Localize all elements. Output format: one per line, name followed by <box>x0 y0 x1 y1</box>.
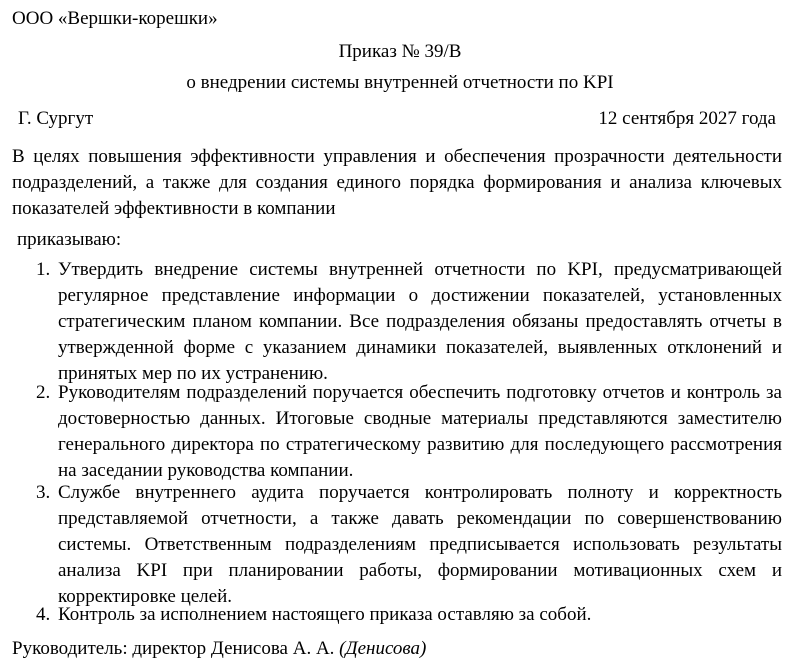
signature-handwritten: (Денисова) <box>339 638 427 659</box>
item-number: 4. <box>36 604 51 625</box>
signature-line <box>12 638 426 660</box>
item-text: Руководителям подразделений поручается обеспечить подготовку отчетов и контроль за достоверностью данных. Итоговые сводные материалы представляются заместителю генерального директора по стратегическому развитию для последующего рассмотрения на заседании руководства компании. <box>58 382 782 481</box>
preamble-paragraph: В целях повышения эффективности управления и обеспечения прозрачности деятельности подразделений, а также для создания единого порядка формирования и анализа ключевых показателей эффективности в компании <box>12 146 782 219</box>
item-number: 1. <box>36 259 51 280</box>
city: Г. Сургут <box>18 108 94 129</box>
item-number: 3. <box>36 482 51 503</box>
item-text: Контроль за исполнением настоящего приказа оставляю за собой. <box>58 604 592 625</box>
item-text: Службе внутреннего аудита поручается контролировать полноту и корректность представляемой отчетности, а также давать рекомендации по совершенствованию системы. Ответственным подразделениям предписывается использовать результаты анализа KPI при планировании работы, формировании мотивационных схем и корректировке целей. <box>58 482 782 607</box>
item-number: 2. <box>36 382 51 403</box>
order-word: приказываю: <box>17 229 122 250</box>
signature-label: Руководитель: директор Денисова А. А. <box>12 638 335 659</box>
order-date: 12 сентября 2027 года <box>598 108 776 129</box>
order-subtitle: о внедрении системы внутренней отчетности по KPI <box>186 72 614 93</box>
organization-name: ООО «Вершки-корешки» <box>12 8 218 29</box>
item-text: Утвердить внедрение системы внутренней отчетности по KPI, предусматривающей регулярное представление информации о достижении показателей, установленных стратегическим планом компании. Все подразделения обязаны предоставлять отчеты в утвержденной форме с указанием динамики показателей, выявленных отклонений и принятых мер по их устранению. <box>58 259 782 384</box>
order-title: Приказ № 39/В <box>338 41 462 62</box>
